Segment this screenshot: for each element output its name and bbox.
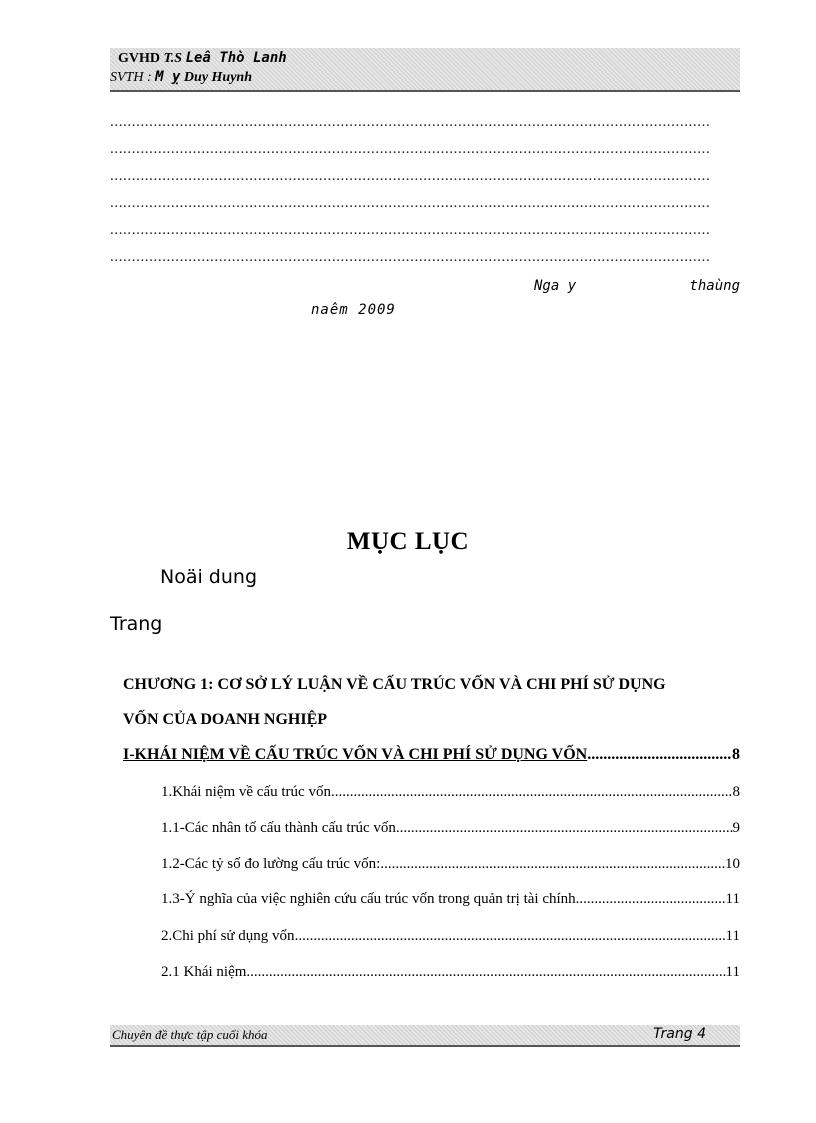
advisor-prefix: GVHD: [118, 51, 164, 66]
toc-entry[interactable]: [161, 891, 740, 908]
dotted-line: ..........................................................................................................................................: [110, 114, 711, 130]
toc-entry-page: 11: [725, 964, 740, 980]
toc-leader: [576, 891, 726, 908]
dotted-line: ..........................................................................................................................................: [110, 168, 711, 184]
footer-page-number: Trang 4: [653, 1026, 706, 1042]
toc-entry-page: 11: [725, 891, 740, 907]
toc-leader: [587, 746, 732, 764]
dotted-line: ..........................................................................................................................................: [110, 195, 711, 211]
toc-chapter-line-2: VỐN CỦA DOANH NGHIỆP: [123, 711, 328, 728]
toc-entry[interactable]: [161, 928, 740, 945]
footer-title: Chuyên đề thực tập cuối khóa: [112, 1027, 268, 1042]
toc-leader: [380, 856, 725, 873]
toc-entry-text: 1.Khái niệm về cấu trúc vốn: [161, 784, 331, 800]
toc-entry[interactable]: [123, 746, 740, 764]
toc-entry-page: 10: [725, 856, 740, 872]
toc-entry-page: 9: [732, 820, 740, 836]
toc-leader: [295, 928, 726, 945]
toc-entry-text: 1.1-Các nhân tố cấu thành cấu trúc vốn: [161, 820, 396, 836]
toc-leader: [331, 784, 733, 801]
toc-entry-text: 2.Chi phí sử dụng vốn: [161, 928, 295, 944]
toc-chapter-line-1: CHƯƠNG 1: CƠ SỞ LÝ LUẬN VỀ CẤU TRÚC VỐN VÀ CHI PHÍ SỬ DỤNG: [123, 676, 666, 693]
student-name-part1: M ỵ: [155, 69, 181, 85]
header-student: [110, 69, 252, 86]
toc-entry-text: 1.3-Ý nghĩa của việc nghiên cứu cấu trúc vốn trong quản trị tài chính: [161, 891, 576, 907]
date-day-label: Nga y: [534, 278, 577, 294]
toc-entry-text: 2.1 Khái niệm: [161, 964, 247, 980]
student-name-part2: Duy Huynh: [180, 70, 252, 85]
dotted-line: ..........................................................................................................................................: [110, 141, 711, 157]
date-month-label: thaùng: [689, 278, 740, 294]
toc-entry-page: 8: [732, 784, 740, 800]
page-footer: [110, 1025, 740, 1047]
dotted-line: ..........................................................................................................................................: [110, 249, 711, 265]
header-advisor: [118, 50, 287, 67]
toc-leader: [246, 964, 725, 981]
toc-entry-text: I-KHÁI NIỆM VỀ CẤU TRÚC VỐN VÀ CHI PHÍ SỬ DỤNG VỐN: [123, 746, 588, 763]
toc-entry[interactable]: [161, 856, 740, 873]
date-line: [534, 278, 740, 294]
toc-page-header: Trang: [110, 613, 163, 635]
toc-entry[interactable]: [161, 784, 740, 801]
page-header: [110, 48, 740, 92]
toc-content-header: Noäi dung: [160, 566, 258, 588]
toc-entry-page: 11: [725, 928, 740, 944]
student-prefix: SVTH :: [110, 70, 156, 85]
toc-title: MỤC LỤC: [346, 528, 470, 555]
toc-entry[interactable]: [161, 820, 740, 837]
toc-entry-page: 8: [732, 746, 740, 763]
toc-entry-text: 1.2-Các tỷ số đo lường cấu trúc vốn:: [161, 856, 381, 872]
dotted-line: ..........................................................................................................................................: [110, 222, 711, 238]
advisor-title: T.S: [163, 51, 186, 66]
date-year: naêm 2009: [311, 302, 396, 318]
advisor-name: Leâ Thò Lanh: [185, 50, 287, 66]
toc-entry[interactable]: [161, 964, 740, 981]
toc-leader: [396, 820, 733, 837]
